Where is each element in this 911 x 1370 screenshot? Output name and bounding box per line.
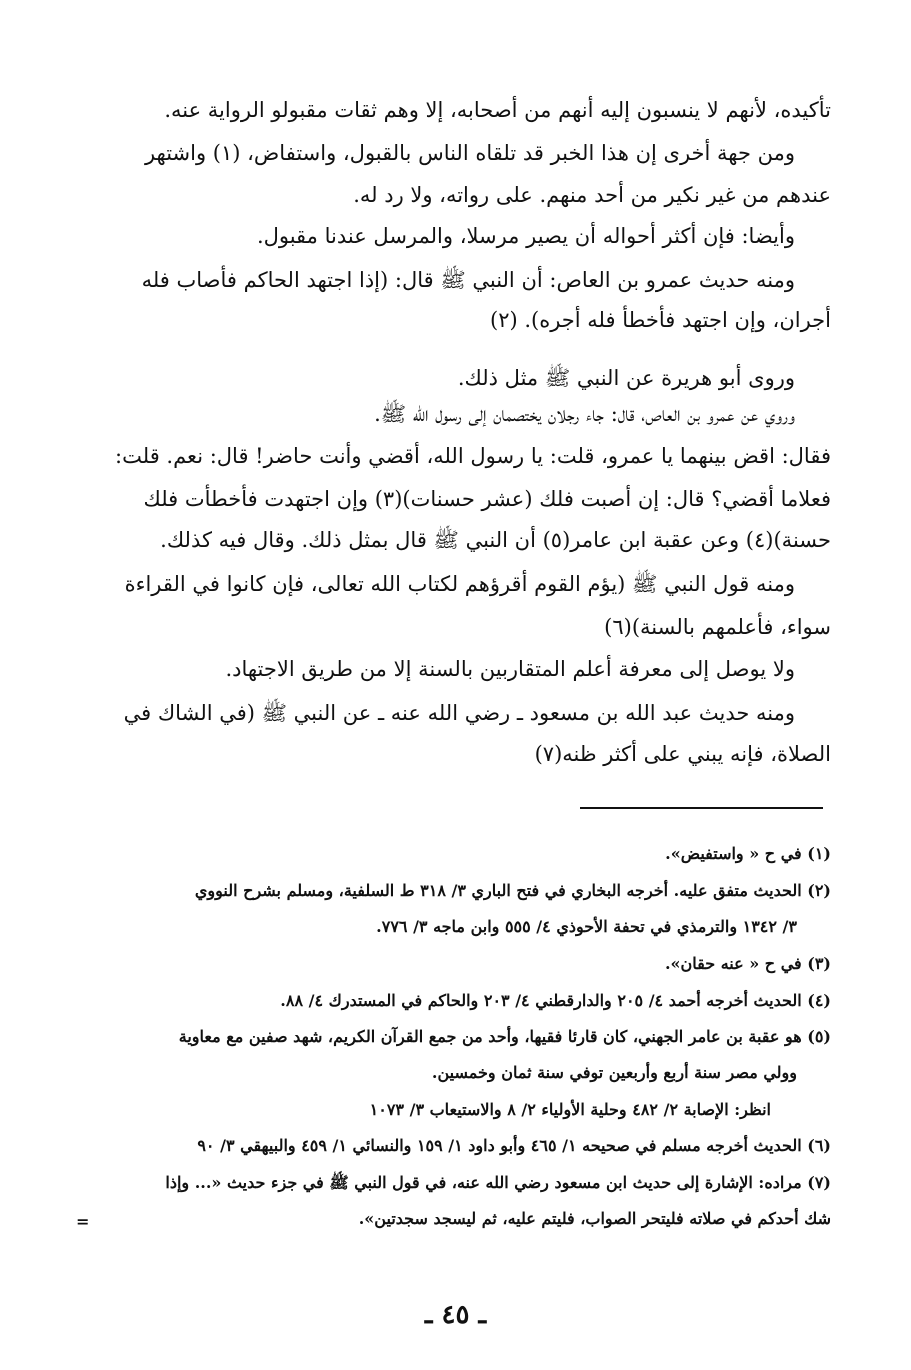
body-line: وروي عن عمرو بن العاص، قال: جاء رجلان يختصمان إلى رسول الله ﷺ. <box>374 402 795 426</box>
body-line: وأيضا: فإن أكثر أحواله أن يصير مرسلا، والمرسل عندنا مقبول. <box>256 224 795 248</box>
body-line: ولا يوصل إلى معرفة أعلم المتقاربين بالسنة إلا من طريق الاجتهاد. <box>225 657 795 681</box>
body-line: ومنه حديث عبد الله بن مسعود ـ رضي الله عنه ـ عن النبي ﷺ (في الشاك في <box>123 701 795 725</box>
body-line: ومنه قول النبي ﷺ (يؤم القوم أقرؤهم لكتاب الله تعالى، فإن كانوا في القراءة <box>124 572 795 596</box>
footnote-line: (٤) الحديث أخرجه أحمد ٤/ ٢٠٥ والدارقطني ٤/ ٢٠٣ والحاكم في المستدرك ٤/ ٨٨. <box>280 991 831 1010</box>
footnote-line: شك أحدكم في صلاته فليتحر الصواب، فليتم عليه، ثم ليسجد سجدتين». <box>358 1209 831 1228</box>
body-line: ومنه حديث عمرو بن العاص: أن النبي ﷺ قال: (إذا اجتهد الحاكم فأصاب فله <box>141 268 795 292</box>
body-line: وروى أبو هريرة عن النبي ﷺ مثل ذلك. <box>457 366 795 390</box>
body-line: ومن جهة أخرى إن هذا الخبر قد تلقاه الناس بالقبول، واستفاض، (١) واشتهر <box>144 141 795 165</box>
footnote-line: ٣/ ١٣٤٢ والترمذي في تحفة الأحوذي ٤/ ٥٥٥ وابن ماجه ٣/ ٧٧٦. <box>376 917 797 936</box>
body-line: فعلاما أقضي؟ قال: إن أصبت فلك (عشر حسنات)(٣) وإن اجتهدت فأخطأت فلك <box>143 487 831 511</box>
body-line: أجران، وإن اجتهد فأخطأ فله أجره). (٢) <box>490 308 831 332</box>
footnote-line: (٢) الحديث متفق عليه. أخرجه البخاري في فتح الباري ٣/ ٣١٨ ط السلفية، ومسلم بشرح النووي <box>194 881 831 900</box>
body-line: الصلاة، فإنه يبني على أكثر ظنه(٧) <box>534 742 831 766</box>
footnote-line: (١) في ح « واستفيض». <box>665 844 831 863</box>
footnote-line: (٣) في ح « عنه حقان». <box>664 954 831 973</box>
footnote-line: (٥) هو عقبة بن عامر الجهني، كان قارئا فقيها، وأحد من جمع القرآن الكريم، شهد صفين مع معاوية <box>178 1027 831 1046</box>
body-line: عندهم من غير نكير من أحد منهم. على رواته، ولا رد له. <box>353 183 831 207</box>
footnote-separator <box>580 807 823 809</box>
continuation-mark: = <box>76 1212 90 1231</box>
body-line: حسنة)(٤) وعن عقبة ابن عامر(٥) أن النبي ﷺ قال بمثل ذلك. وقال فيه كذلك. <box>160 528 831 552</box>
footnote-line: (٦) الحديث أخرجه مسلم في صحيحه ١/ ٤٦٥ وأبو داود ١/ ١٥٩ والنسائي ١/ ٤٥٩ والبيهقي ٣/ ٩٠ <box>197 1136 831 1155</box>
body-line: فقال: اقض بينهما يا عمرو، قلت: يا رسول الله، أقضي وأنت حاضر! قال: نعم. قلت: <box>115 444 831 468</box>
footnote-line: انظر: الإصابة ٢/ ٤٨٢ وحلية الأولياء ٢/ ٨ والاستيعاب ٣/ ١٠٧٣ <box>369 1100 771 1119</box>
page-number: ـ ٤٥ ـ <box>424 1300 487 1330</box>
footnote-line: وولي مصر سنة أربع وأربعين توفي سنة ثمان وخمسين. <box>431 1063 797 1082</box>
footnote-line: (٧) مراده: الإشارة إلى حديث ابن مسعود رضي الله عنه، في قول النبي ﷺ في جزء حديث «... وإذا <box>165 1173 831 1192</box>
body-line: تأكيده، لأنهم لا ينسبون إليه أنهم من أصحابه، إلا وهم ثقات مقبولو الرواية عنه. <box>164 98 831 122</box>
body-line: سواء، فأعلمهم بالسنة)(٦) <box>604 615 831 639</box>
